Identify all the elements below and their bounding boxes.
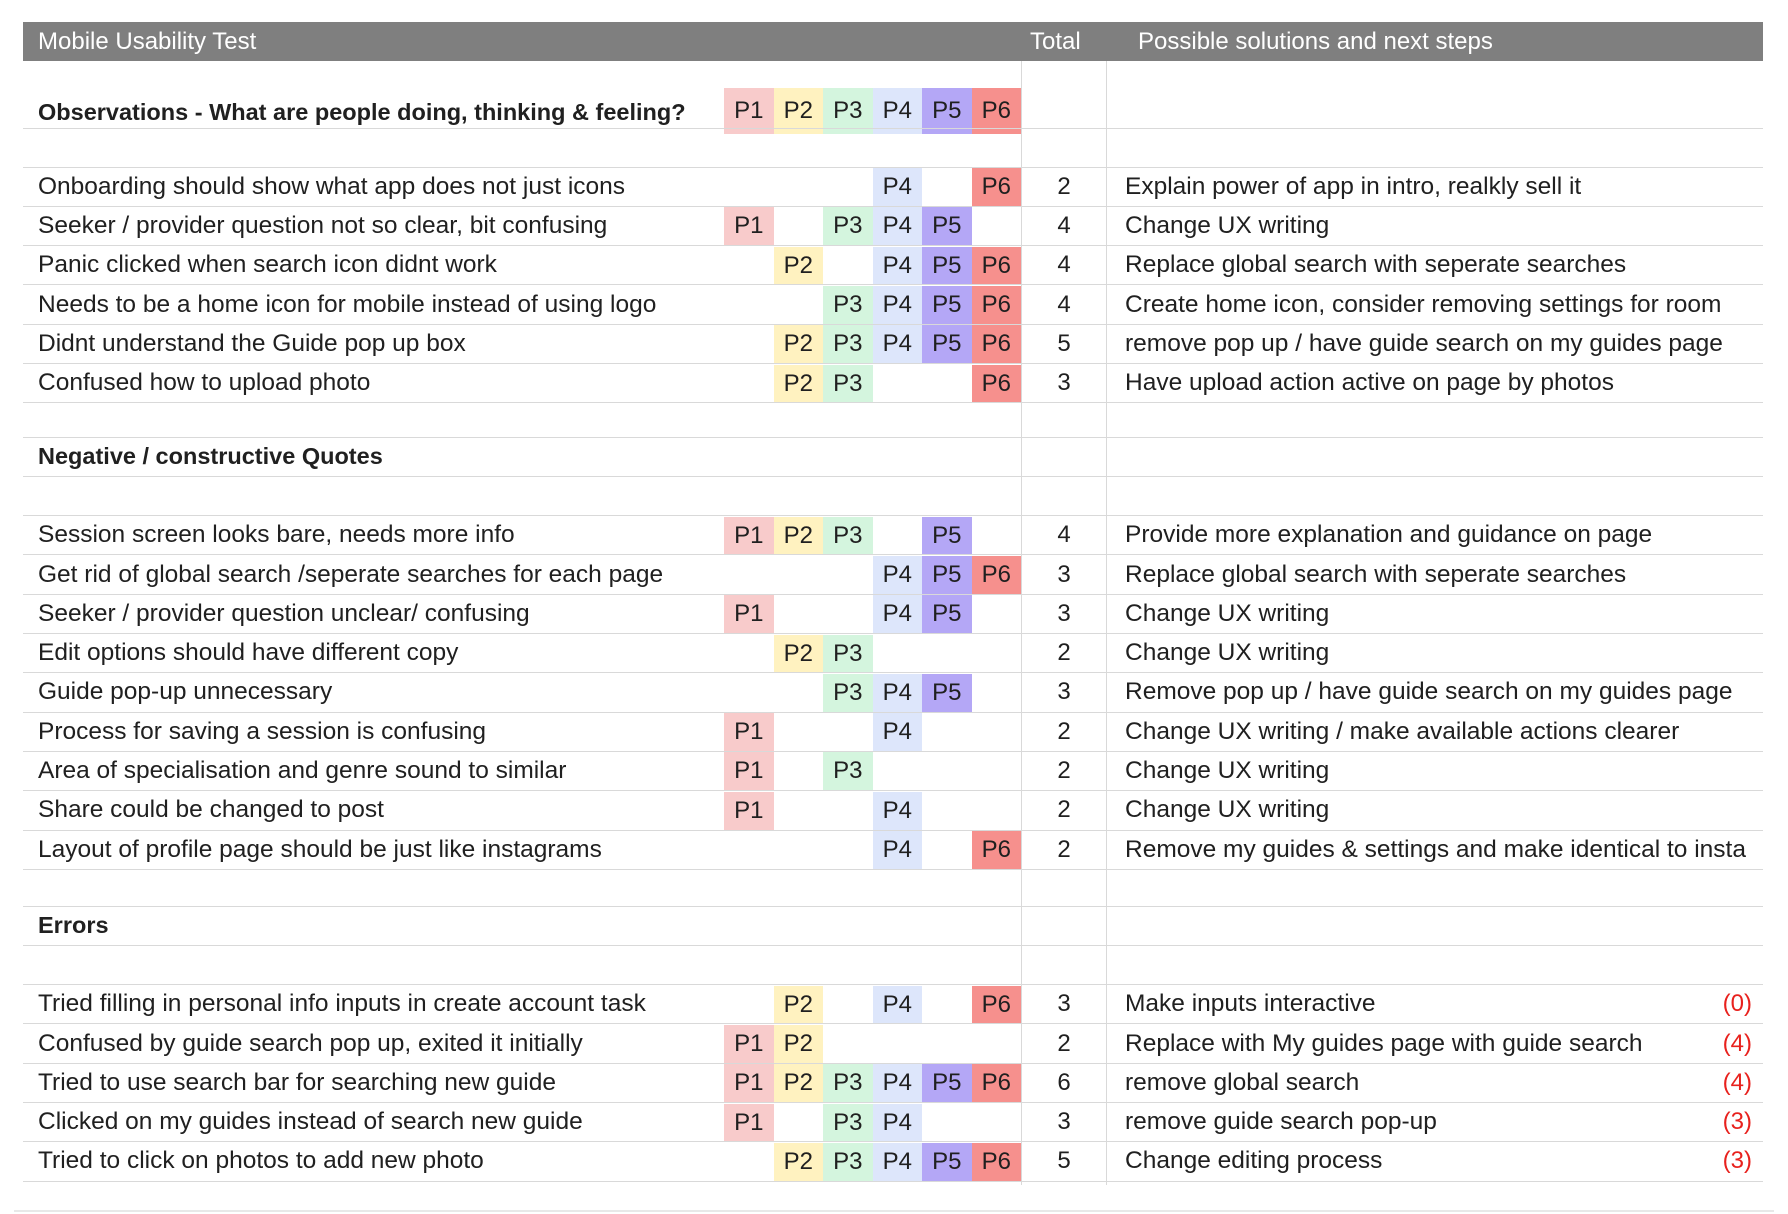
- participant-marker: P4: [873, 247, 923, 285]
- total-count: 4: [1057, 211, 1071, 239]
- participant-marker: P6: [972, 1064, 1022, 1102]
- solution-text: Remove my guides & settings and make identical to insta: [1125, 835, 1746, 863]
- participant-marker: P5: [922, 674, 972, 712]
- solution-text: Have upload action active on page by photos: [1125, 369, 1614, 397]
- solution-text: Make inputs interactive: [1125, 990, 1376, 1018]
- participant-marker: P2: [774, 325, 824, 363]
- solution-text: Replace with My guides page with guide search: [1125, 1029, 1643, 1057]
- total-count: 2: [1057, 717, 1071, 745]
- participant-marker: P2: [774, 986, 824, 1024]
- total-count: 2: [1057, 172, 1071, 200]
- row-divider: [23, 1181, 1763, 1182]
- solution-text: Create home icon, consider removing settings for room: [1125, 290, 1722, 318]
- participant-marker: P1: [724, 713, 774, 751]
- participant-marker: P6: [972, 365, 1022, 403]
- observation-text: Confused how to upload photo: [38, 369, 371, 397]
- participant-marker: P1: [724, 752, 774, 790]
- priority-score: (3): [1722, 1147, 1752, 1175]
- solution-text: Change UX writing: [1125, 211, 1330, 239]
- participant-marker: P1: [724, 595, 774, 633]
- solution-text: remove guide search pop-up: [1125, 1108, 1437, 1136]
- participant-marker: P5: [922, 1064, 972, 1102]
- participant-marker: P3: [823, 674, 873, 712]
- participant-marker: P1: [724, 792, 774, 830]
- participant-marker: P1: [724, 1104, 774, 1142]
- total-count: 3: [1057, 990, 1071, 1018]
- participant-marker: P6: [972, 247, 1022, 285]
- row-divider: [23, 402, 1763, 403]
- participant-marker: P5: [922, 517, 972, 555]
- participant-marker: P4: [873, 595, 923, 633]
- column-divider-solutions: [1106, 61, 1107, 1185]
- section-title: Negative / constructive Quotes: [38, 443, 383, 470]
- observation-text: Share could be changed to post: [38, 796, 384, 824]
- observation-text: Tried filling in personal info inputs in create account task: [38, 990, 646, 1018]
- participant-marker: P4: [873, 286, 923, 324]
- participant-header-p5: P5: [922, 88, 972, 134]
- participant-marker: P5: [922, 595, 972, 633]
- total-count: 4: [1057, 251, 1071, 279]
- total-count: 6: [1057, 1068, 1071, 1096]
- participant-marker: P2: [774, 517, 824, 555]
- total-count: 2: [1057, 639, 1071, 667]
- priority-score: (3): [1722, 1108, 1752, 1136]
- total-count: 5: [1057, 329, 1071, 357]
- observation-text: Guide pop-up unnecessary: [38, 678, 333, 706]
- participant-marker: P3: [823, 1104, 873, 1142]
- total-count: 3: [1057, 369, 1071, 397]
- row-divider: [23, 437, 1763, 438]
- participant-marker: P2: [774, 1143, 824, 1181]
- total-count: 3: [1057, 1108, 1071, 1136]
- participant-marker: P4: [873, 1104, 923, 1142]
- participant-header-p3: P3: [823, 88, 873, 134]
- participant-marker: P6: [972, 325, 1022, 363]
- participant-header-p4: P4: [873, 88, 923, 134]
- participant-marker: P6: [972, 1143, 1022, 1181]
- solution-text: remove pop up / have guide search on my guides page: [1125, 329, 1723, 357]
- solution-text: Replace global search with seperate searches: [1125, 251, 1627, 279]
- participant-marker: P4: [873, 986, 923, 1024]
- observation-text: Tried to use search bar for searching new guide: [38, 1068, 556, 1096]
- section-title: Observations - What are people doing, thinking & feeling?: [38, 98, 686, 125]
- participant-marker: P6: [972, 168, 1022, 206]
- solution-text: Explain power of app in intro, realkly sell it: [1125, 172, 1582, 200]
- participant-marker: P4: [873, 207, 923, 245]
- solution-text: Change UX writing: [1125, 757, 1330, 785]
- observation-text: Area of specialisation and genre sound to similar: [38, 757, 567, 785]
- sheet-title: Mobile Usability Test: [38, 27, 257, 55]
- participant-marker: P3: [823, 286, 873, 324]
- participant-marker: P4: [873, 556, 923, 594]
- participant-header-p1: P1: [724, 88, 774, 134]
- total-count: 2: [1057, 1029, 1071, 1057]
- observation-text: Didnt understand the Guide pop up box: [38, 329, 466, 357]
- solution-text: Remove pop up / have guide search on my guides page: [1125, 678, 1733, 706]
- solution-text: Change UX writing / make available actions clearer: [1125, 717, 1680, 745]
- total-count: 2: [1057, 757, 1071, 785]
- observation-text: Onboarding should show what app does not just icons: [38, 172, 626, 200]
- observation-text: Process for saving a session is confusing: [38, 717, 487, 745]
- participant-marker: P5: [922, 325, 972, 363]
- participant-marker: P4: [873, 792, 923, 830]
- header-bar: [23, 22, 1763, 61]
- total-count: 4: [1057, 521, 1071, 549]
- total-count: 3: [1057, 678, 1071, 706]
- solution-text: Change UX writing: [1125, 639, 1330, 667]
- solution-text: Change UX writing: [1125, 599, 1330, 627]
- participant-marker: P4: [873, 831, 923, 869]
- participant-header-p6: P6: [972, 88, 1022, 134]
- participant-marker: P2: [774, 1025, 824, 1063]
- row-divider: [23, 945, 1763, 946]
- observation-text: Tried to click on photos to add new photo: [38, 1147, 484, 1175]
- participant-marker: P3: [823, 207, 873, 245]
- observation-text: Panic clicked when search icon didnt work: [38, 251, 497, 279]
- participant-marker: P5: [922, 207, 972, 245]
- participant-marker: P2: [774, 1064, 824, 1102]
- solution-text: Replace global search with seperate searches: [1125, 560, 1627, 588]
- total-count: 3: [1057, 560, 1071, 588]
- participant-marker: P1: [724, 207, 774, 245]
- participant-marker: P4: [873, 713, 923, 751]
- participant-marker: P3: [823, 365, 873, 403]
- observation-text: Edit options should have different copy: [38, 639, 459, 667]
- participant-header-p2: P2: [774, 88, 824, 134]
- section-title: Errors: [38, 912, 109, 939]
- row-divider: [23, 906, 1763, 907]
- participant-marker: P3: [823, 635, 873, 673]
- participant-marker: P5: [922, 286, 972, 324]
- participant-marker: P3: [823, 517, 873, 555]
- observation-text: Session screen looks bare, needs more info: [38, 521, 515, 549]
- participant-marker: P3: [823, 1143, 873, 1181]
- participant-marker: P6: [972, 286, 1022, 324]
- observation-text: Layout of profile page should be just like instagrams: [38, 835, 602, 863]
- solution-text: Provide more explanation and guidance on page: [1125, 521, 1653, 549]
- participant-marker: P6: [972, 986, 1022, 1024]
- observation-text: Clicked on my guides instead of search new guide: [38, 1108, 583, 1136]
- total-column-header: Total: [1030, 27, 1081, 55]
- participant-marker: P2: [774, 365, 824, 403]
- observation-text: Seeker / provider question unclear/ confusing: [38, 599, 530, 627]
- participant-marker: P3: [823, 1064, 873, 1102]
- observation-text: Seeker / provider question not so clear, bit confusing: [38, 211, 608, 239]
- solutions-column-header: Possible solutions and next steps: [1138, 27, 1493, 55]
- total-count: 5: [1057, 1147, 1071, 1175]
- solution-text: Change editing process: [1125, 1147, 1383, 1175]
- participant-marker: P1: [724, 1064, 774, 1102]
- participant-marker: P3: [823, 325, 873, 363]
- observation-text: Confused by guide search pop up, exited it initially: [38, 1029, 583, 1057]
- total-count: 2: [1057, 835, 1071, 863]
- participant-marker: P5: [922, 556, 972, 594]
- participant-marker: P5: [922, 247, 972, 285]
- participant-marker: P1: [724, 517, 774, 555]
- participant-marker: P4: [873, 168, 923, 206]
- participant-marker: P4: [873, 1143, 923, 1181]
- row-divider: [23, 128, 1763, 129]
- participant-marker: P3: [823, 752, 873, 790]
- priority-score: (4): [1722, 1068, 1752, 1096]
- priority-score: (4): [1722, 1029, 1752, 1057]
- participant-marker: P6: [972, 556, 1022, 594]
- participant-marker: P2: [774, 247, 824, 285]
- solution-text: Change UX writing: [1125, 796, 1330, 824]
- total-count: 3: [1057, 599, 1071, 627]
- participant-marker: P4: [873, 674, 923, 712]
- solution-text: remove global search: [1125, 1068, 1360, 1096]
- sheet-bottom-edge: [14, 1210, 1774, 1212]
- total-count: 2: [1057, 796, 1071, 824]
- participant-marker: P1: [724, 1025, 774, 1063]
- participant-marker: P6: [972, 831, 1022, 869]
- participant-marker: P5: [922, 1143, 972, 1181]
- observation-text: Needs to be a home icon for mobile instead of using logo: [38, 290, 657, 318]
- priority-score: (0): [1722, 990, 1752, 1018]
- row-divider: [23, 869, 1763, 870]
- participant-marker: P2: [774, 635, 824, 673]
- row-divider: [23, 476, 1763, 477]
- participant-marker: P4: [873, 1064, 923, 1102]
- observation-text: Get rid of global search /seperate searches for each page: [38, 560, 664, 588]
- participant-marker: P4: [873, 325, 923, 363]
- total-count: 4: [1057, 290, 1071, 318]
